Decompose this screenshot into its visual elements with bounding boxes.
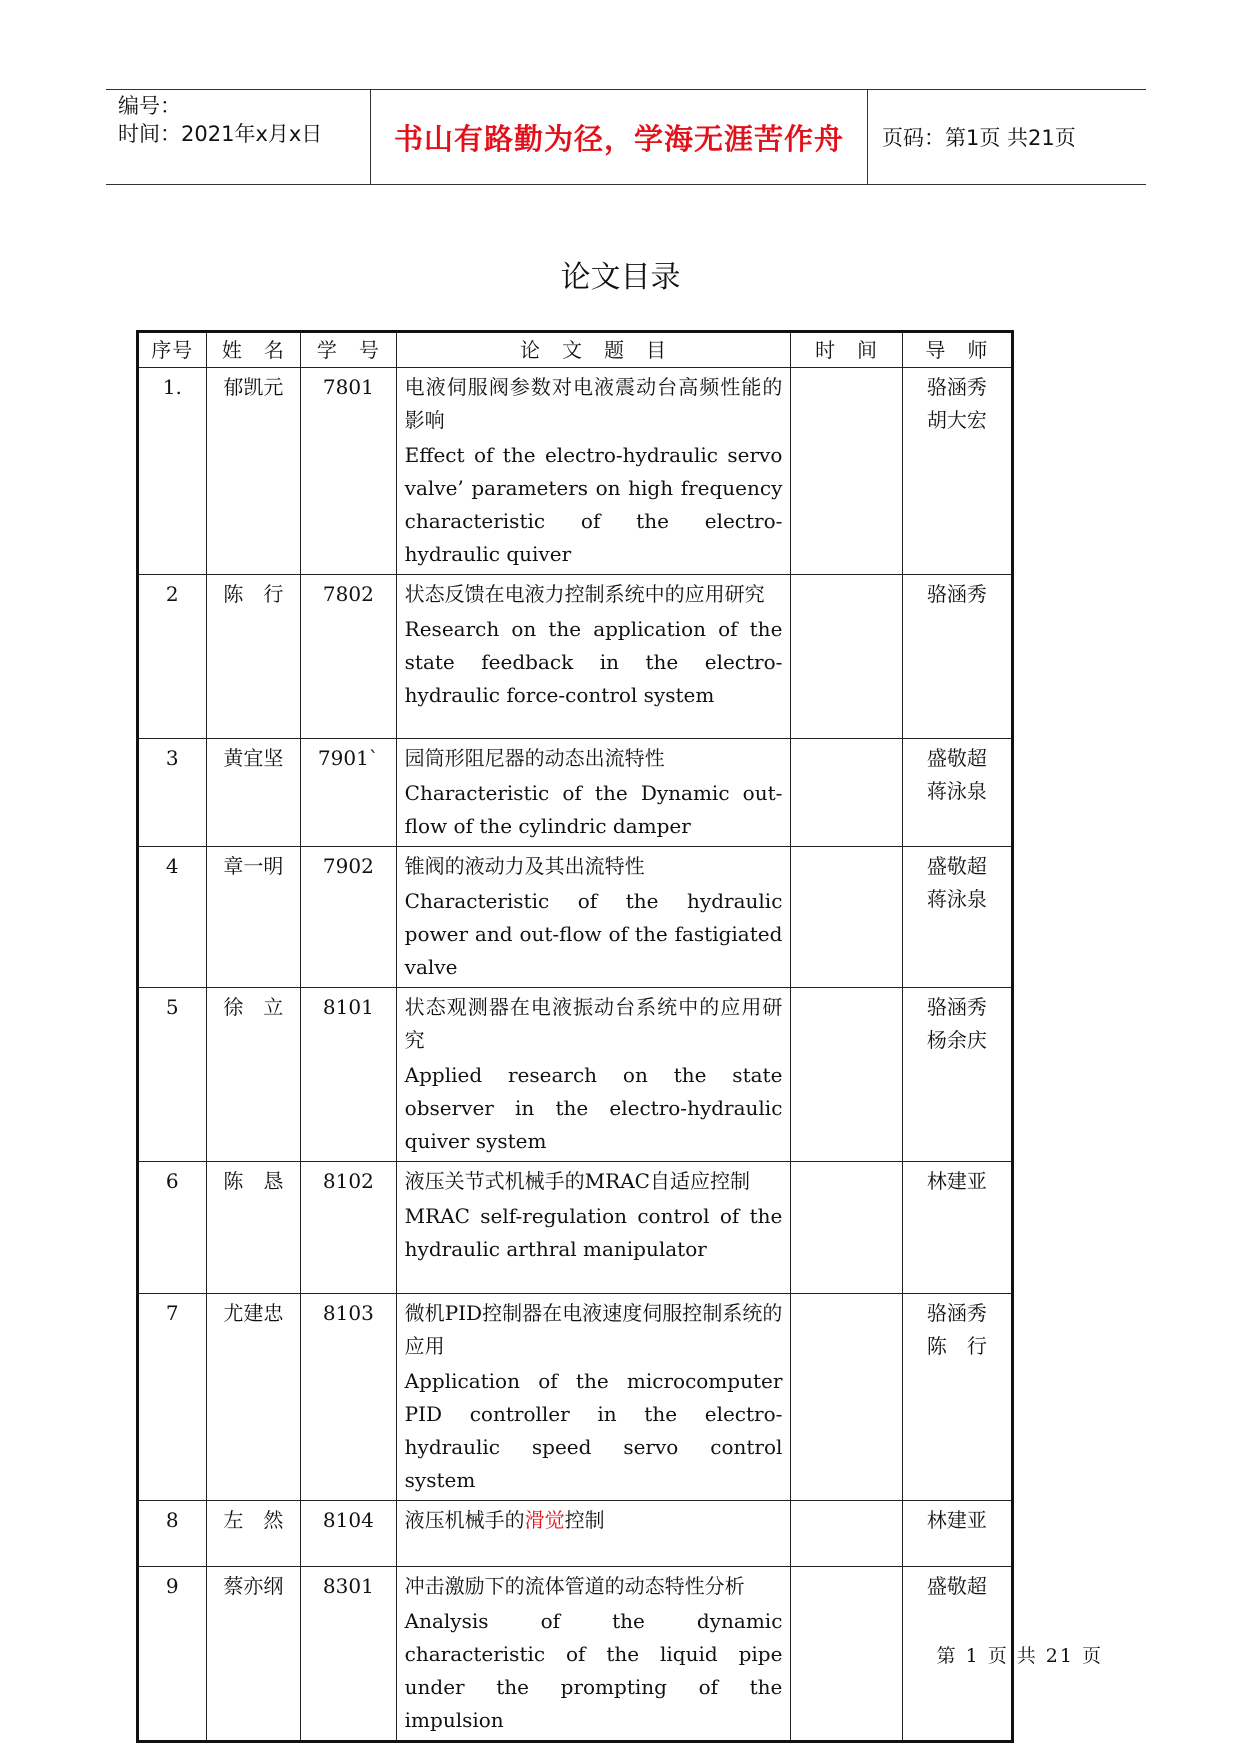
advisor-1: 骆涵秀 — [926, 375, 987, 399]
title-zh: 锥阀的液动力及其出流特性 — [404, 854, 645, 878]
title-zh-post: 控制 — [564, 1508, 605, 1532]
row-no: 8 — [138, 1501, 207, 1567]
advisor-2: 蒋泳泉 — [926, 887, 987, 911]
row-no: 9 — [138, 1567, 207, 1742]
row-title — [396, 988, 791, 1162]
row-id: 8101 — [301, 988, 397, 1162]
header-name: 姓 名 — [206, 332, 300, 368]
row-title — [396, 847, 791, 988]
row-no: 7 — [138, 1294, 207, 1501]
advisor-1: 盛敬超 — [926, 746, 987, 770]
row-name: 蔡亦纲 — [206, 1567, 300, 1742]
document-time-label: 时间：2021年x月x日 — [118, 122, 323, 146]
row-advisor — [902, 739, 1012, 847]
row-id: 8301 — [301, 1567, 397, 1742]
title-en: Effect of the electro-hydraulic servo valve’ parameters on high frequency characteristic of the electro-hydraulic quiver — [404, 443, 783, 566]
header-id: 学 号 — [301, 332, 397, 368]
row-id: 7902 — [301, 847, 397, 988]
row-name: 黄宜坚 — [206, 739, 300, 847]
title-zh: 冲击激励下的流体管道的动态特性分析 — [404, 1574, 745, 1598]
table-row — [138, 1294, 1013, 1501]
row-advisor — [902, 1294, 1012, 1501]
row-id: 7802 — [301, 575, 397, 739]
page-footer: 第 1 页 共 21 页 — [936, 1645, 1103, 1667]
row-time — [791, 988, 902, 1162]
thesis-table — [136, 330, 1014, 1743]
table-row — [138, 1567, 1013, 1742]
row-no: 3 — [138, 739, 207, 847]
document-number-label: 编号： — [118, 94, 181, 118]
title-en: Analysis of the dynamic characteristic of the liquid pipe under the prompting of the impulsion — [404, 1609, 783, 1732]
advisor-1: 盛敬超 — [926, 854, 987, 878]
title-zh-highlight: 滑觉 — [524, 1508, 565, 1532]
table-row — [138, 1501, 1013, 1567]
row-no: 4 — [138, 847, 207, 988]
row-time — [791, 368, 902, 575]
row-advisor — [902, 847, 1012, 988]
row-name: 陈 恳 — [206, 1162, 300, 1294]
table-row — [138, 1162, 1013, 1294]
advisor-2: 蒋泳泉 — [926, 779, 987, 803]
row-title — [396, 739, 791, 847]
row-no: 1. — [138, 368, 207, 575]
header-advisor: 导 师 — [902, 332, 1012, 368]
title-zh: 状态反馈在电液力控制系统中的应用研究 — [404, 582, 765, 606]
row-advisor — [902, 368, 1012, 575]
row-no: 2 — [138, 575, 207, 739]
row-name: 陈 行 — [206, 575, 300, 739]
row-title — [396, 368, 791, 575]
title-en: Characteristic of the hydraulic power and out-flow of the fastigiated valve — [404, 889, 783, 979]
table-row — [138, 575, 1013, 739]
title-en: Research on the application of the state feedback in the electro-hydraulic force-control system — [404, 617, 783, 707]
advisor-1: 盛敬超 — [926, 1574, 987, 1598]
row-title — [396, 1567, 791, 1742]
row-advisor — [902, 1162, 1012, 1294]
row-title — [396, 1162, 791, 1294]
title-zh: 园筒形阻尼器的动态出流特性 — [404, 746, 665, 770]
row-time — [791, 1294, 902, 1501]
page-title: 论文目录 — [560, 260, 681, 295]
row-title — [396, 1294, 791, 1501]
row-id: 7901` — [301, 739, 397, 847]
title-zh: 微机PID控制器在电液速度伺服控制系统的应用 — [404, 1301, 783, 1358]
row-time — [791, 575, 902, 739]
advisor-1: 林建亚 — [926, 1169, 987, 1193]
title-en: MRAC self-regulation control of the hydraulic arthral manipulator — [404, 1204, 783, 1261]
advisor-1: 骆涵秀 — [926, 582, 987, 606]
table-row — [138, 368, 1013, 575]
table-row — [138, 988, 1013, 1162]
advisor-2: 胡大宏 — [926, 408, 987, 432]
header-title: 论 文 题 目 — [396, 332, 791, 368]
advisor-2: 杨余庆 — [926, 1028, 987, 1052]
row-name: 尤建忠 — [206, 1294, 300, 1501]
header-motto: 书山有路勤为径，学海无涯苦作舟 — [370, 90, 868, 184]
row-id: 8104 — [301, 1501, 397, 1567]
row-name: 徐 立 — [206, 988, 300, 1162]
row-advisor — [902, 1501, 1012, 1567]
row-id: 8102 — [301, 1162, 397, 1294]
row-name: 郁凯元 — [206, 368, 300, 575]
table-header-row — [138, 332, 1013, 368]
advisor-1: 骆涵秀 — [926, 1301, 987, 1325]
row-time — [791, 739, 902, 847]
row-title — [396, 1501, 791, 1567]
row-id: 8103 — [301, 1294, 397, 1501]
title-zh-pre: 液压机械手的 — [404, 1508, 525, 1532]
header-left — [118, 92, 322, 148]
row-id: 7801 — [301, 368, 397, 575]
row-advisor — [902, 575, 1012, 739]
row-name: 左 然 — [206, 1501, 300, 1567]
row-no: 5 — [138, 988, 207, 1162]
title-en: Application of the microcomputer PID controller in the electro-hydraulic speed servo control system — [404, 1369, 783, 1492]
header-no: 序号 — [138, 332, 207, 368]
page-header — [106, 89, 1146, 185]
row-time — [791, 847, 902, 988]
advisor-1: 林建亚 — [926, 1508, 987, 1532]
title-zh: 液压关节式机械手的MRAC自适应控制 — [404, 1169, 750, 1193]
row-title — [396, 575, 791, 739]
title-zh — [405, 1504, 783, 1537]
row-time — [791, 1501, 902, 1567]
advisor-2: 陈 行 — [926, 1334, 987, 1358]
title-en: Applied research on the state observer in the electro-hydraulic quiver system — [404, 1063, 783, 1153]
row-no: 6 — [138, 1162, 207, 1294]
advisor-1: 骆涵秀 — [926, 995, 987, 1019]
header-time: 时 间 — [791, 332, 902, 368]
table-row — [138, 739, 1013, 847]
row-time — [791, 1567, 902, 1742]
table-row — [138, 847, 1013, 988]
row-time — [791, 1162, 902, 1294]
title-zh: 状态观测器在电液振动台系统中的应用研究 — [404, 995, 783, 1052]
header-page-label: 页码：第1页 共21页 — [882, 126, 1076, 150]
row-advisor — [902, 988, 1012, 1162]
title-zh: 电液伺服阀参数对电液震动台高频性能的影响 — [404, 375, 783, 432]
title-en: Characteristic of the Dynamic out-flow of the cylindric damper — [404, 781, 783, 838]
row-name: 章一明 — [206, 847, 300, 988]
